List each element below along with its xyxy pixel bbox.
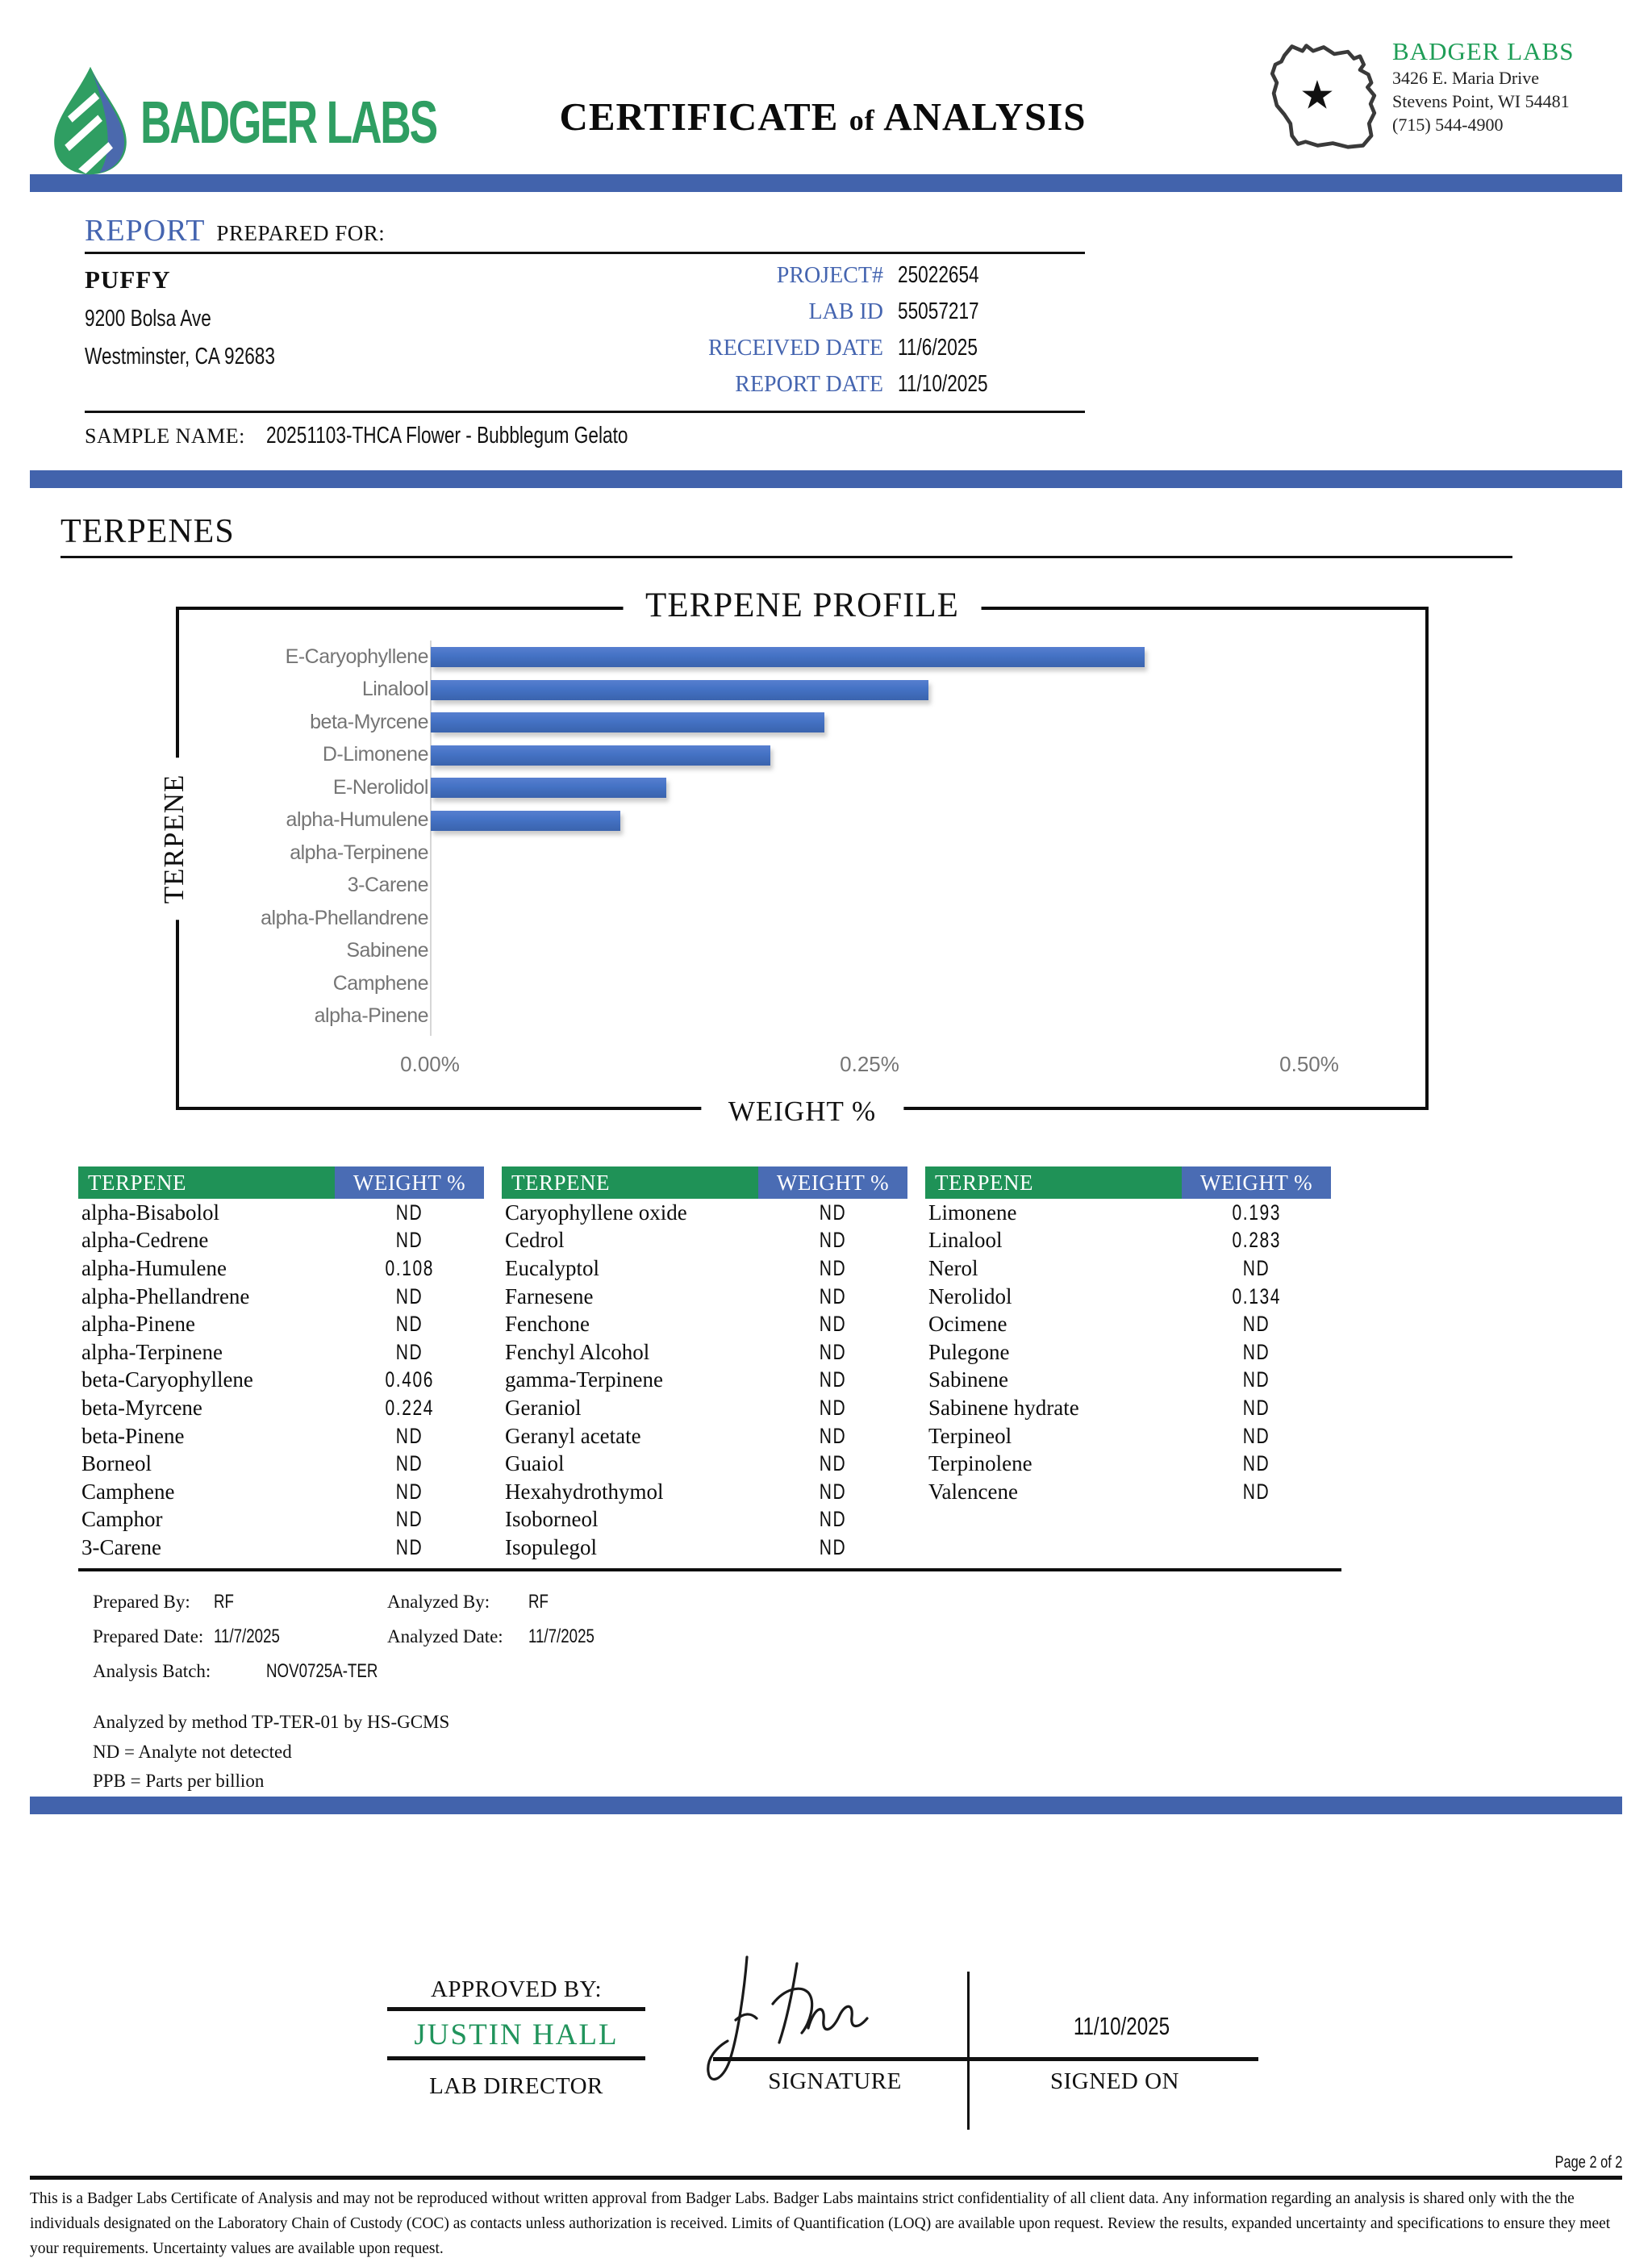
chart-x-tick-label: 0.00%: [400, 1052, 460, 1076]
terpene-name-cell: Camphor: [81, 1507, 163, 1532]
terpene-name-cell: alpha-Pinene: [81, 1312, 195, 1337]
weight-value-cell: ND: [395, 1228, 423, 1253]
weight-value-cell: ND: [1242, 1367, 1270, 1392]
weight-value-cell: ND: [395, 1479, 423, 1504]
report-field-value: 11/10/2025: [898, 371, 988, 397]
page-number: Page 2 of 2: [1554, 2153, 1622, 2172]
approver-name: JUSTIN HALL: [414, 2018, 619, 2052]
weight-value-cell: 0.283: [1232, 1228, 1281, 1253]
rule: [85, 411, 1085, 413]
chart-bar: [431, 745, 770, 766]
table-group-1: [78, 1166, 484, 1562]
chart-category-label: Sabinene: [346, 939, 428, 962]
column-header-terpene: TERPENE: [78, 1166, 335, 1199]
terpene-name-cell: alpha-Humulene: [81, 1255, 227, 1280]
terpene-name-cell: alpha-Terpinene: [81, 1339, 223, 1364]
analysis-batch-label: Analysis Batch:: [93, 1660, 211, 1681]
weight-value-cell: ND: [1242, 1423, 1270, 1448]
table-row: [925, 1283, 1331, 1311]
chart-x-tick-label: 0.50%: [1279, 1052, 1339, 1076]
table-row: [925, 1310, 1331, 1338]
report-info-section: [85, 213, 1085, 456]
lab-address-line2: Stevens Point, WI 54481: [1392, 91, 1570, 112]
chart-x-tick-label: 0.25%: [840, 1052, 899, 1076]
terpene-name-cell: Guaiol: [505, 1451, 565, 1476]
chart-bar-track: [430, 1000, 1419, 1033]
weight-value-cell: 0.406: [385, 1367, 434, 1392]
chart-bar: [431, 680, 928, 700]
sample-name-value: 20251103-THCA Flower - Bubblegum Gelato: [265, 423, 628, 449]
weight-value-cell: ND: [819, 1339, 847, 1364]
prepared-date-value: 11/7/2025: [214, 1625, 280, 1647]
report-field-value: 25022654: [898, 262, 979, 288]
chart-y-axis-title: TERPENE: [158, 758, 190, 920]
lab-address-line1: 3426 E. Maria Drive: [1392, 68, 1540, 88]
section-rule: [60, 556, 1512, 558]
terpene-name-cell: Terpinolene: [928, 1451, 1032, 1476]
table-row: [78, 1367, 484, 1395]
chart-row: [190, 967, 1419, 1000]
weight-value-cell: ND: [819, 1367, 847, 1392]
table-row: [78, 1310, 484, 1338]
weight-value-cell: 0.224: [385, 1395, 434, 1420]
terpene-name-cell: Limonene: [928, 1200, 1017, 1225]
report-field-label: PROJECT#: [776, 263, 883, 288]
chart-bar: [431, 647, 1145, 667]
chart-row: [190, 837, 1419, 870]
terpene-name-cell: Pulegone: [928, 1339, 1010, 1364]
terpene-name-cell: Nerolidol: [928, 1283, 1012, 1308]
table-group-3: [925, 1166, 1331, 1562]
prepared-by-value: RF: [214, 1590, 234, 1613]
table-row: [78, 1283, 484, 1311]
terpene-name-cell: Sabinene: [928, 1367, 1008, 1392]
chart-row: [190, 902, 1419, 935]
weight-value-cell: ND: [395, 1339, 423, 1364]
weight-value-cell: ND: [819, 1283, 847, 1308]
table-row: [925, 1254, 1331, 1283]
table-row: [502, 1534, 907, 1562]
terpene-name-cell: Valencene: [928, 1479, 1018, 1504]
table-row: [78, 1227, 484, 1255]
terpene-name-cell: Isoborneol: [505, 1507, 599, 1532]
report-field-value: 55057217: [898, 298, 979, 324]
table-group-body: [925, 1199, 1331, 1506]
weight-value-cell: ND: [1242, 1339, 1270, 1364]
report-field-label: REPORT DATE: [735, 372, 883, 397]
analyzed-by-label: Analyzed By:: [387, 1591, 490, 1612]
analyzed-date-value: 11/7/2025: [528, 1625, 594, 1647]
lab-phone: (715) 544-4900: [1392, 115, 1504, 136]
terpene-name-cell: gamma-Terpinene: [505, 1367, 664, 1392]
weight-value-cell: ND: [395, 1283, 423, 1308]
table-row: [925, 1367, 1331, 1395]
table-row: [502, 1199, 907, 1227]
table-row: [502, 1310, 907, 1338]
chart-row: [190, 804, 1419, 837]
weight-value-cell: ND: [395, 1200, 423, 1225]
leaf-drop-icon: [45, 63, 136, 182]
weight-value-cell: ND: [819, 1479, 847, 1504]
rule: [387, 2007, 645, 2011]
blue-divider-bottom: [30, 1797, 1622, 1814]
chart-bar-track: [430, 837, 1419, 870]
footer-rule: [30, 2176, 1622, 2180]
approval-block: [0, 1962, 1652, 2133]
header: [0, 0, 1652, 174]
table-bottom-rule: [78, 1568, 1341, 1571]
weight-value-cell: ND: [819, 1534, 847, 1559]
chart-row: [190, 1000, 1419, 1033]
chart-row: [190, 674, 1419, 707]
chart-bar: [431, 778, 666, 798]
table-group-body: [78, 1199, 484, 1562]
chart-bar-track: [430, 674, 1419, 707]
sample-name-label: SAMPLE NAME:: [85, 424, 245, 448]
chart-bar: [431, 811, 620, 831]
chart-bar-track: [430, 967, 1419, 1000]
weight-value-cell: ND: [1242, 1479, 1270, 1504]
terpene-name-cell: beta-Caryophyllene: [81, 1367, 253, 1392]
prepared-by-label: Prepared By:: [93, 1591, 190, 1612]
chart-row: [190, 706, 1419, 739]
weight-value-cell: ND: [395, 1534, 423, 1559]
report-field-row: [601, 335, 1085, 371]
column-header-weight: WEIGHT %: [758, 1166, 907, 1199]
signed-on-label: SIGNED ON: [1050, 2068, 1179, 2095]
lab-name: BADGER LABS: [1392, 37, 1575, 65]
signature-rule: [713, 2057, 1258, 2061]
title-certificate: CERTIFICATE: [559, 94, 839, 139]
ppb-note: PPB = Parts per billion: [93, 1771, 265, 1792]
report-fields: [601, 262, 1085, 407]
terpene-name-cell: Fenchyl Alcohol: [505, 1339, 650, 1364]
approver-title: LAB DIRECTOR: [429, 2073, 603, 2100]
title-analysis: ANALYSIS: [883, 94, 1087, 139]
approved-by-label: APPROVED BY:: [430, 1976, 603, 2003]
signed-on-date: 11/10/2025: [1073, 2012, 1170, 2041]
table-row: [502, 1283, 907, 1311]
weight-value-cell: ND: [1242, 1312, 1270, 1337]
terpene-name-cell: Linalool: [928, 1228, 1003, 1253]
rule: [85, 252, 1085, 254]
weight-value-cell: ND: [819, 1312, 847, 1337]
weight-value-cell: ND: [1242, 1255, 1270, 1280]
client-address-line1: 9200 Bolsa Ave: [85, 306, 211, 332]
terpene-name-cell: beta-Myrcene: [81, 1395, 202, 1420]
weight-value-cell: ND: [819, 1423, 847, 1448]
signature-separator: [967, 1972, 970, 2130]
weight-value-cell: ND: [819, 1228, 847, 1253]
chart-bar-track: [430, 739, 1419, 772]
table-row: [925, 1478, 1331, 1506]
table-row: [925, 1394, 1331, 1422]
wisconsin-map-icon: [1263, 37, 1384, 158]
report-field-row: [601, 298, 1085, 335]
weight-value-cell: 0.108: [385, 1255, 434, 1280]
title-of: of: [849, 104, 875, 136]
chart-row: [190, 641, 1419, 674]
chart-category-label: alpha-Humulene: [286, 808, 428, 832]
table-row: [502, 1394, 907, 1422]
terpene-name-cell: Sabinene hydrate: [928, 1395, 1079, 1420]
table-row: [502, 1478, 907, 1506]
report-field-row: [601, 262, 1085, 298]
chart-bar-track: [430, 870, 1419, 903]
method-note: Analyzed by method TP-TER-01 by HS-GCMS: [93, 1711, 450, 1732]
table-row: [502, 1367, 907, 1395]
terpene-name-cell: Geraniol: [505, 1395, 582, 1420]
weight-value-cell: ND: [819, 1451, 847, 1476]
chart-x-axis-title: WEIGHT %: [701, 1096, 903, 1128]
terpene-profile-chart: [158, 586, 1429, 1127]
table-row: [78, 1338, 484, 1367]
terpene-name-cell: Farnesene: [505, 1283, 594, 1308]
chart-bar-track: [430, 902, 1419, 935]
lab-address-block: [1263, 37, 1642, 158]
chart-row: [190, 739, 1419, 772]
chart-category-label: alpha-Terpinene: [290, 841, 428, 864]
terpene-name-cell: Camphene: [81, 1479, 175, 1504]
weight-value-cell: ND: [819, 1395, 847, 1420]
table-row: [925, 1199, 1331, 1227]
weight-value-cell: ND: [395, 1423, 423, 1448]
terpene-name-cell: Geranyl acetate: [505, 1423, 641, 1448]
chart-title: TERPENE PROFILE: [623, 586, 982, 625]
signature-label: SIGNATURE: [768, 2068, 902, 2095]
report-field-label: RECEIVED DATE: [708, 336, 883, 361]
star-glyph: ★: [1299, 73, 1335, 118]
terpene-name-cell: Ocimene: [928, 1312, 1007, 1337]
chart-category-label: D-Limonene: [322, 743, 428, 766]
table-row: [78, 1254, 484, 1283]
table-row: [78, 1199, 484, 1227]
weight-value-cell: ND: [395, 1507, 423, 1532]
logo-wordmark: BADGER LABS: [140, 89, 436, 156]
analyzed-date-label: Analyzed Date:: [387, 1626, 503, 1646]
table-row: [78, 1394, 484, 1422]
column-header-weight: WEIGHT %: [335, 1166, 484, 1199]
weight-value-cell: ND: [395, 1451, 423, 1476]
chart-category-label: E-Caryophyllene: [285, 645, 428, 668]
column-header-terpene: TERPENE: [502, 1166, 758, 1199]
analysis-batch-value: NOV0725A-TER: [266, 1659, 378, 1682]
table-row: [925, 1422, 1331, 1450]
weight-value-cell: 0.134: [1232, 1283, 1281, 1308]
table-row: [502, 1338, 907, 1367]
table-row: [502, 1422, 907, 1450]
terpene-name-cell: beta-Pinene: [81, 1423, 185, 1448]
terpene-name-cell: 3-Carene: [81, 1534, 161, 1559]
terpene-results-table: [78, 1166, 1652, 1562]
analysis-meta-block: [93, 1591, 1652, 1797]
table-row: [502, 1254, 907, 1283]
column-header-weight: WEIGHT %: [1182, 1166, 1331, 1199]
chart-bar-track: [430, 804, 1419, 837]
chart-bar-track: [430, 935, 1419, 968]
section-title: TERPENES: [60, 513, 235, 550]
table-row: [78, 1534, 484, 1562]
chart-category-label: 3-Carene: [347, 874, 428, 897]
report-label: REPORT: [85, 214, 206, 248]
terpene-name-cell: Caryophyllene oxide: [505, 1200, 687, 1225]
chart-row: [190, 870, 1419, 903]
table-row: [925, 1227, 1331, 1255]
chart-bar-track: [430, 771, 1419, 804]
disclaimer-text: This is a Badger Labs Certificate of Analysis and may not be reproduced without written approval from Badger Labs. Badger Labs maintains strict confidentiality of all client data. Any information regarding an analysis is shared only with the the individuals designated on the Laboratory Chain of Custody (COC) as contacts unless authorization is received. Limits of Quantification (LOQ) are available upon request. Review the results, expanded uncertainty and specifications to ensure they meet your requirements. Uncertainty values are available upon request.: [30, 2190, 1611, 2258]
terpene-name-cell: alpha-Cedrene: [81, 1228, 209, 1253]
chart-plot-area: [190, 641, 1419, 1033]
chart-bar: [431, 712, 824, 732]
weight-value-cell: ND: [819, 1255, 847, 1280]
terpene-name-cell: Nerol: [928, 1255, 978, 1280]
client-name: PUFFY: [85, 265, 171, 294]
client-address-line2: Westminster, CA 92683: [85, 344, 275, 369]
weight-value-cell: ND: [819, 1507, 847, 1532]
terpene-name-cell: Hexahydrothymol: [505, 1479, 664, 1504]
chart-row: [190, 935, 1419, 968]
column-header-terpene: TERPENE: [925, 1166, 1182, 1199]
table-row: [925, 1450, 1331, 1478]
nd-note: ND = Analyte not detected: [93, 1741, 292, 1762]
table-row: [502, 1506, 907, 1534]
terpene-name-cell: Isopulegol: [505, 1534, 597, 1559]
report-field-row: [601, 371, 1085, 407]
weight-value-cell: ND: [1242, 1395, 1270, 1420]
table-row: [925, 1338, 1331, 1367]
weight-value-cell: ND: [1242, 1451, 1270, 1476]
chart-category-label: E-Nerolidol: [332, 775, 428, 799]
analyzed-by-value: RF: [528, 1590, 549, 1613]
footer: [30, 2152, 1622, 2262]
chart-bar-track: [430, 641, 1419, 674]
weight-value-cell: 0.193: [1232, 1200, 1281, 1225]
weight-value-cell: ND: [819, 1200, 847, 1225]
table-group-2: [502, 1166, 907, 1562]
chart-category-label: alpha-Phellandrene: [261, 906, 428, 929]
terpene-name-cell: Eucalyptol: [505, 1255, 599, 1280]
prepared-date-label: Prepared Date:: [93, 1626, 204, 1646]
table-row: [78, 1506, 484, 1534]
rule: [387, 2056, 645, 2060]
terpene-name-cell: Cedrol: [505, 1228, 565, 1253]
chart-category-label: alpha-Pinene: [314, 1004, 428, 1028]
page-title: [419, 94, 1226, 140]
table-group-body: [502, 1199, 907, 1562]
chart-row: [190, 771, 1419, 804]
terpene-name-cell: alpha-Bisabolol: [81, 1200, 219, 1225]
weight-value-cell: ND: [395, 1312, 423, 1337]
table-row: [78, 1450, 484, 1478]
terpene-name-cell: Terpineol: [928, 1423, 1012, 1448]
chart-category-label: Linalool: [361, 678, 428, 701]
terpene-name-cell: alpha-Phellandrene: [81, 1283, 250, 1308]
prepared-for-label: PREPARED FOR:: [216, 221, 386, 245]
terpene-name-cell: Borneol: [81, 1451, 152, 1476]
chart-category-label: Camphene: [332, 971, 428, 995]
report-field-value: 11/6/2025: [898, 335, 978, 361]
table-row: [78, 1478, 484, 1506]
table-row: [78, 1422, 484, 1450]
table-row: [502, 1450, 907, 1478]
report-field-label: LAB ID: [808, 299, 883, 324]
chart-bar-track: [430, 706, 1419, 739]
table-row: [502, 1227, 907, 1255]
blue-divider-2: [30, 470, 1622, 488]
terpene-name-cell: Fenchone: [505, 1312, 590, 1337]
chart-category-label: beta-Myrcene: [310, 710, 428, 733]
